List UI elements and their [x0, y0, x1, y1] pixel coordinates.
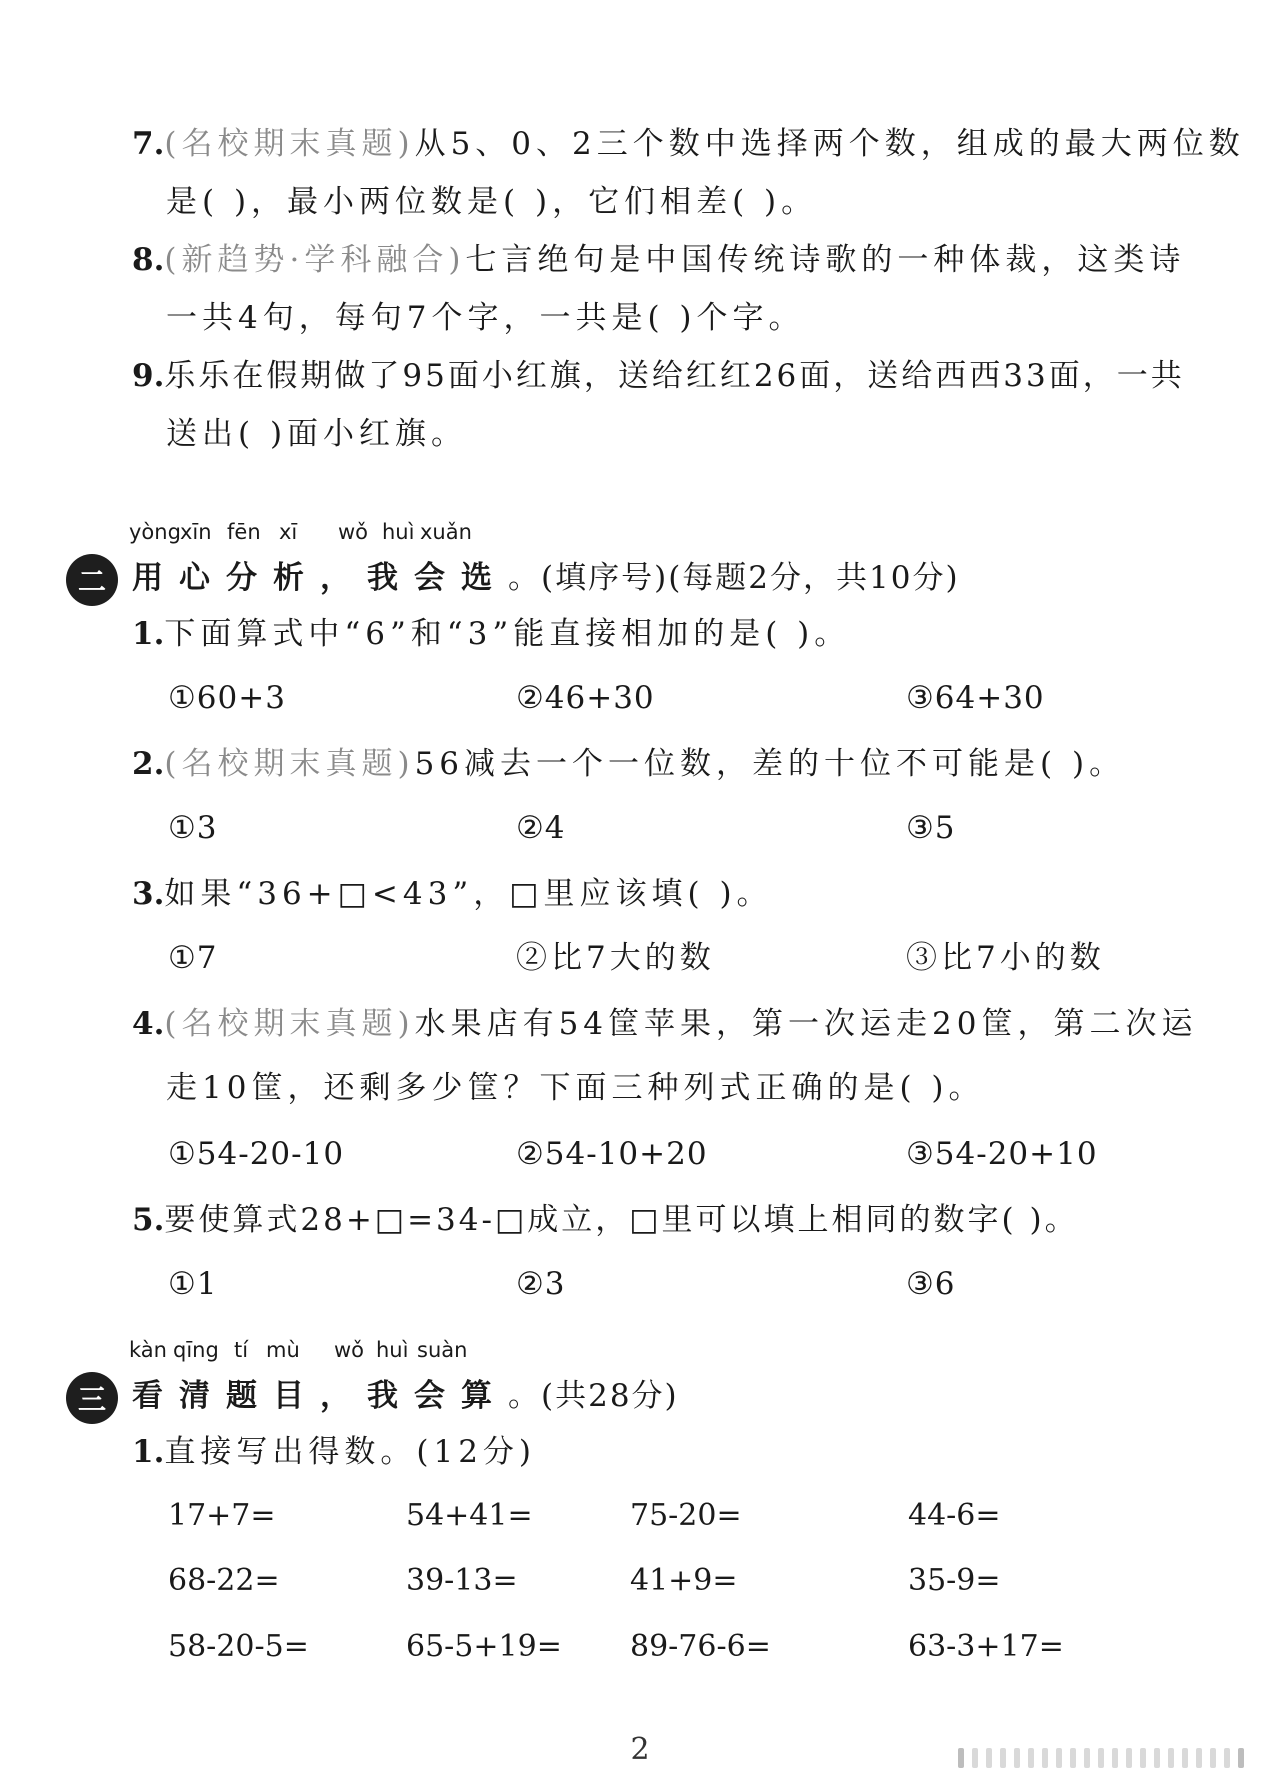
calc-item: 35-9=	[908, 1563, 1001, 1598]
choice-option: ③比7小的数	[906, 940, 1105, 976]
pinyin: kàn	[129, 1338, 167, 1362]
choice-option: ②比7大的数	[516, 940, 715, 976]
calc-item: 68-22=	[168, 1563, 280, 1598]
choice-option: ①7	[168, 940, 218, 976]
choice-option: ①1	[168, 1266, 218, 1302]
pinyin: mù	[266, 1338, 300, 1362]
question-9-line-2: 送出( )面小红旗。	[166, 416, 468, 452]
question-text: 七言绝句是中国传统诗歌的一种体裁，这类诗	[465, 242, 1186, 278]
choice-option: ①54-20-10	[168, 1136, 345, 1172]
question-number: 7.	[132, 126, 165, 162]
pinyin: wǒ	[338, 520, 369, 544]
page-number: 2	[630, 1732, 650, 1767]
calc-question-text	[132, 1432, 536, 1472]
question-9-line-1	[132, 356, 1185, 396]
choice-option: ①3	[168, 810, 218, 846]
choice-3-text	[132, 874, 773, 914]
section-note: 。(填序号)(每题2分，共10分)	[508, 560, 960, 596]
question-tag: (名校期末真题)	[164, 746, 415, 782]
section-3-header	[66, 1338, 1216, 1428]
question-text: 要使算式28+□=34-□成立，□里可以填上相同的数字( )。	[164, 1202, 1079, 1238]
question-text: 水果店有54筐苹果，第一次运走20筐，第二次运	[414, 1006, 1198, 1042]
choice-option: ③5	[906, 810, 956, 846]
question-tag: (名校期末真题)	[164, 126, 415, 162]
choice-option: ②3	[516, 1266, 566, 1302]
section-title-text: 看清题目，我会算	[132, 1378, 508, 1414]
section-title-text: 用心分析，我会选	[132, 560, 508, 596]
question-number: 8.	[132, 242, 165, 278]
question-number: 4.	[132, 1006, 165, 1042]
calc-item: 54+41=	[406, 1498, 533, 1533]
calc-item: 89-76-6=	[630, 1629, 771, 1664]
choice-option: ③64+30	[906, 680, 1045, 716]
calc-item: 65-5+19=	[406, 1629, 562, 1664]
question-number: 9.	[132, 358, 165, 394]
calc-item: 44-6=	[908, 1498, 1001, 1533]
section-badge: 三	[66, 1372, 118, 1424]
calc-item: 75-20=	[630, 1498, 742, 1533]
choice-option: ②4	[516, 810, 566, 846]
pinyin: qīng	[173, 1338, 219, 1362]
question-8-line-2: 一共4句，每句7个字，一共是( )个字。	[166, 300, 805, 336]
calc-item: 58-20-5=	[168, 1629, 309, 1664]
choice-option: ③54-20+10	[906, 1136, 1098, 1172]
pinyin: suàn	[417, 1338, 468, 1362]
calc-item: 17+7=	[168, 1498, 276, 1533]
question-number: 3.	[132, 876, 165, 912]
choice-option: ①60+3	[168, 680, 286, 716]
pinyin: xī	[279, 520, 298, 544]
choice-1-text	[132, 614, 850, 654]
question-7-line-1	[132, 124, 1245, 164]
page-edge-mark	[958, 1748, 1254, 1768]
pinyin: xuǎn	[420, 520, 472, 544]
question-tag: (新趋势·学科融合)	[164, 242, 466, 278]
pinyin: wǒ	[334, 1338, 365, 1362]
calc-item: 41+9=	[630, 1563, 738, 1598]
question-text: 下面算式中“6”和“3”能直接相加的是( )。	[164, 616, 851, 652]
section-badge: 二	[66, 554, 118, 606]
question-number: 1.	[132, 1434, 165, 1470]
choice-5-text	[132, 1200, 1079, 1240]
question-tag: (名校期末真题)	[164, 1006, 415, 1042]
question-number: 5.	[132, 1202, 165, 1238]
pinyin: huì	[382, 520, 415, 544]
calc-item: 63-3+17=	[908, 1629, 1064, 1664]
question-text: 直接写出得数。(12分)	[164, 1434, 537, 1470]
question-number: 2.	[132, 746, 165, 782]
question-text: 如果“36+□<43”，□里应该填( )。	[164, 876, 773, 912]
choice-option: ②54-10+20	[516, 1136, 708, 1172]
calc-item: 39-13=	[406, 1563, 518, 1598]
question-8-line-1	[132, 240, 1185, 280]
pinyin: tí	[234, 1338, 249, 1362]
section-2-header	[66, 520, 1216, 610]
section-title	[132, 1376, 679, 1416]
question-number: 1.	[132, 616, 165, 652]
pinyin: fēn	[227, 520, 261, 544]
choice-4-line-2: 走10筐，还剩多少筐？下面三种列式正确的是( )。	[166, 1070, 985, 1106]
choice-2-text	[132, 744, 1125, 784]
question-text: 乐乐在假期做了95面小红旗，送给红红26面，送给西西33面，一共	[164, 358, 1185, 394]
choice-4-line-1	[132, 1004, 1197, 1044]
section-title	[132, 558, 960, 598]
pinyin: yòng	[129, 520, 181, 544]
section-note: 。(共28分)	[508, 1378, 679, 1414]
question-text: 56减去一个一位数，差的十位不可能是( )。	[414, 746, 1126, 782]
choice-option: ③6	[906, 1266, 956, 1302]
question-7-line-2: 是( )，最小两位数是( )，它们相差( )。	[166, 184, 818, 220]
pinyin: xīn	[180, 520, 212, 544]
pinyin: huì	[376, 1338, 409, 1362]
choice-option: ②46+30	[516, 680, 655, 716]
question-text: 从5、0、2三个数中选择两个数，组成的最大两位数	[414, 126, 1245, 162]
